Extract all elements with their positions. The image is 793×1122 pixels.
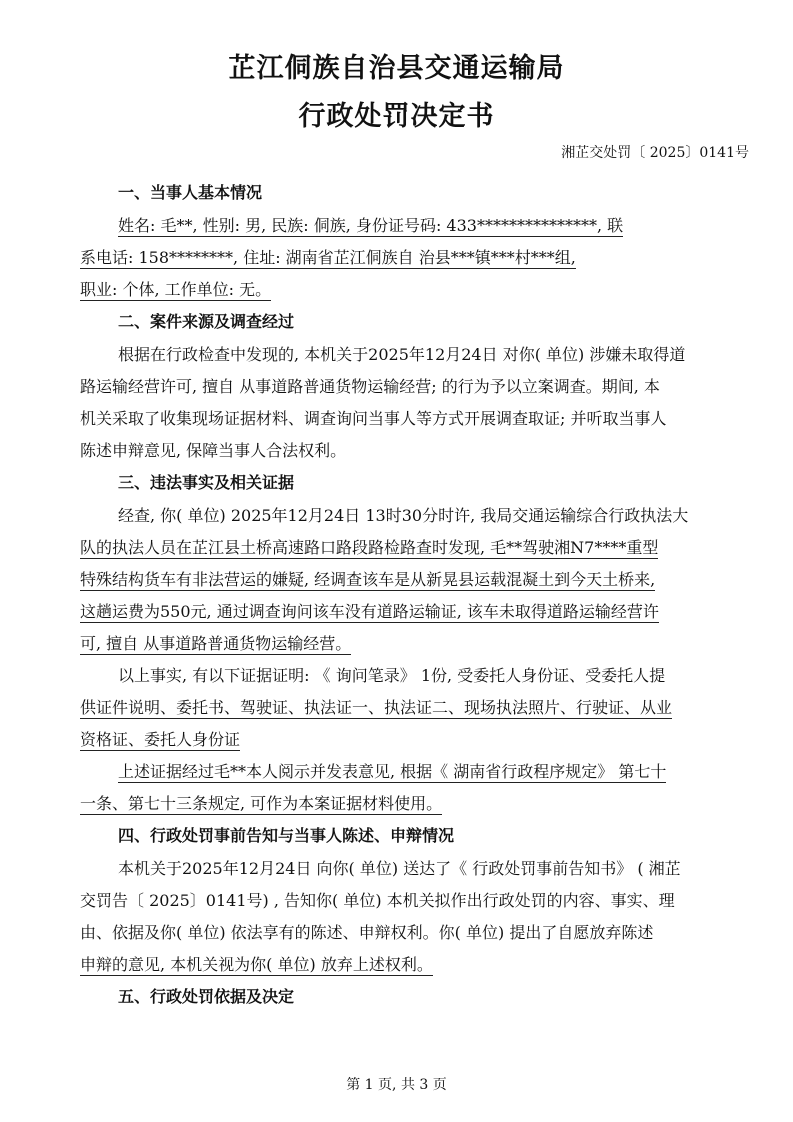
section-1-line-3: 职业: 个体, 工作单位: 无。 xyxy=(80,280,272,299)
section-2-line-2: 路运输经营许可, 擅自 从事道路普通货物运输经营; 的行为予以立案调查。期间, 本 xyxy=(80,377,660,396)
page-footer: 第 1 页, 共 3 页 xyxy=(346,1077,447,1093)
section-5-heading: 五、行政处罚依据及决定 xyxy=(118,987,295,1006)
section-3-heading: 三、违法事实及相关证据 xyxy=(118,473,295,492)
section-3-para3-line-2: 一条、第七十三条规定, 可作为本案证据材料使用。 xyxy=(80,794,443,813)
section-4-line-1: 本机关于2025年12月24日 向你( 单位) 送达了《 行政处罚事前告知书》 ( 湘芷 xyxy=(118,859,681,878)
section-3-para3-line-1: 上述证据经过毛**本人阅示并发表意见, 根据《 湖南省行政程序规定》 第七十 xyxy=(118,762,667,781)
section-4-line-3: 由、依据及你( 单位) 依法享有的陈述、申辩权利。你( 单位) 提出了自愿放弃陈述 xyxy=(80,923,654,942)
title-line-2: 行政处罚决定书 xyxy=(298,101,495,132)
section-3-para1-line-4: 这趟运费为550元, 通过调查询问该车没有道路运输证, 该车未取得道路运输经营许 xyxy=(80,602,659,621)
section-3-para1-line-2: 队的执法人员在芷江县土桥高速路口路段路检路查时发现, 毛**驾驶湘N7****重型 xyxy=(80,538,659,557)
section-2-line-1: 根据在行政检查中发现的, 本机关于2025年12月24日 对你( 单位) 涉嫌未取得道 xyxy=(118,345,686,364)
section-3-para2-line-3: 资格证、委托人身份证 xyxy=(80,730,241,749)
section-3-para1-line-3: 特殊结构货车有非法营运的嫌疑, 经调查该车是从新晃县运载混凝土到今天土桥来, xyxy=(80,570,656,589)
section-3-para1-line-1: 经查, 你( 单位) 2025年12月24日 13时30分时许, 我局交通运输综合行政执法大 xyxy=(118,506,689,525)
section-4-line-2: 交罚告〔 2025〕0141号) , 告知你( 单位) 本机关拟作出行政处罚的内容、事实、理 xyxy=(80,891,675,910)
section-1-line-1: 姓名: 毛**, 性别: 男, 民族: 侗族, 身份证号码: 433***************, 联 xyxy=(118,216,624,235)
section-3-para1-line-5: 可, 擅自 从事道路普通货物运输经营。 xyxy=(80,634,352,653)
document-number: 湘芷交处罚〔 2025〕0141号 xyxy=(561,145,749,161)
section-1-line-2: 系电话: 158********, 住址: 湖南省芷江侗族自 治县***镇***村***组, xyxy=(80,248,576,267)
section-3-para2-line-2: 供证件说明、委托书、驾驶证、执法证一、执法证二、现场执法照片、行驶证、从业 xyxy=(80,698,673,717)
section-2-line-4: 陈述申辩意见, 保障当事人合法权利。 xyxy=(80,441,347,460)
section-2-line-3: 机关采取了收集现场证据材料、调查询问当事人等方式开展调查取证; 并听取当事人 xyxy=(80,409,667,428)
title-line-1: 芷江侗族自治县交通运输局 xyxy=(228,53,565,84)
section-4-line-4: 申辩的意见, 本机关视为你( 单位) 放弃上述权利。 xyxy=(80,955,433,974)
section-1-heading: 一、当事人基本情况 xyxy=(118,183,263,202)
section-2-heading: 二、案件来源及调查经过 xyxy=(118,312,295,331)
section-3-para2-line-1: 以上事实, 有以下证据证明: 《 询问笔录》 1份, 受委托人身份证、受委托人提 xyxy=(118,666,666,685)
section-4-heading: 四、行政处罚事前告知与当事人陈述、申辩情况 xyxy=(118,826,455,845)
